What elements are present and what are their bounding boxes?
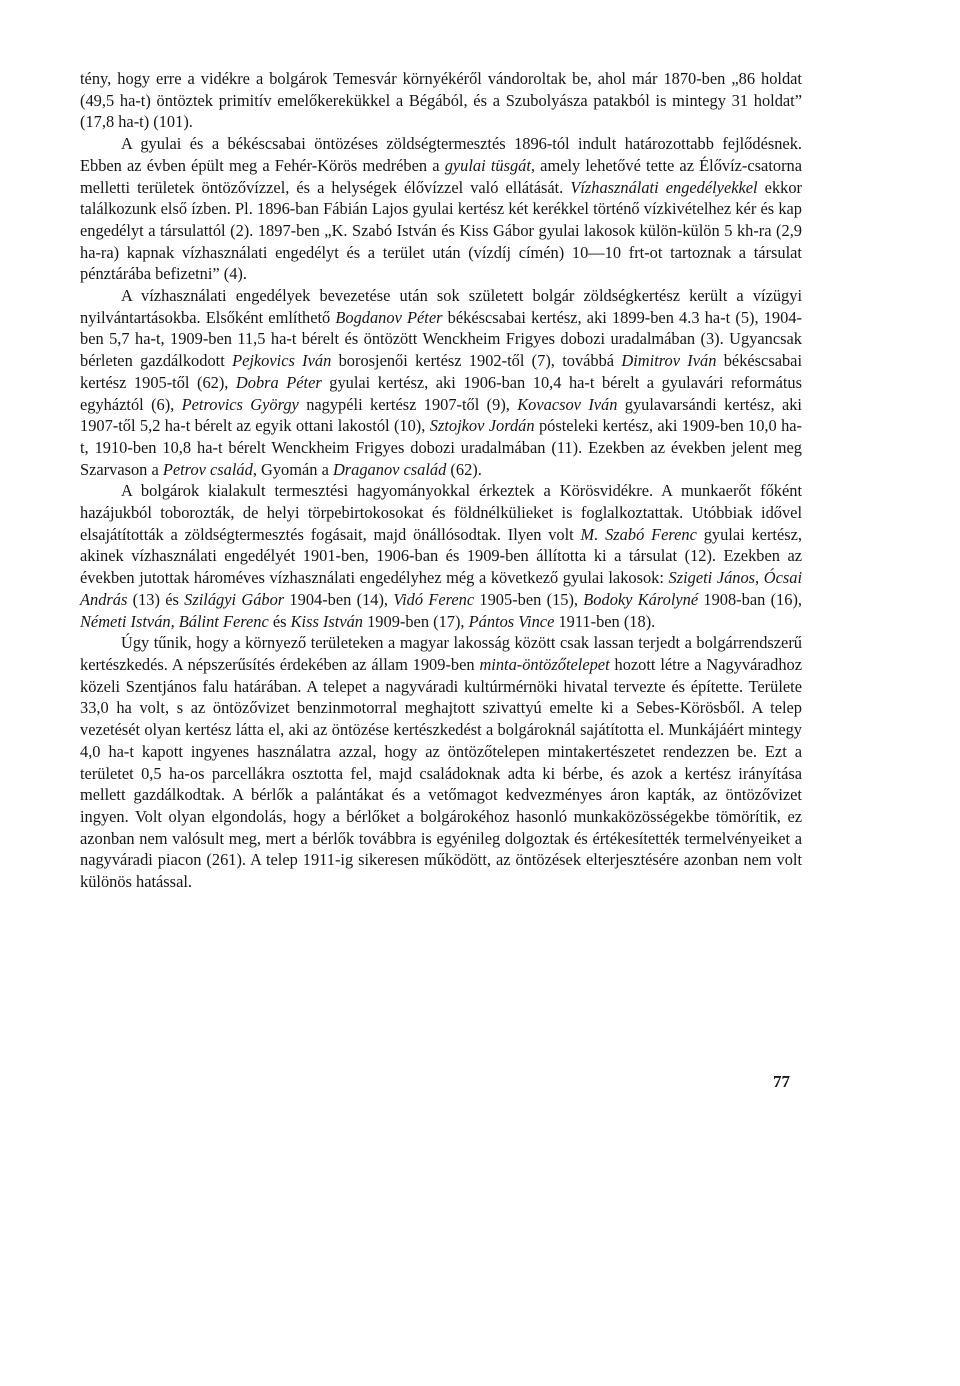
italic-name: M. Szabó Ferenc (580, 524, 697, 544)
text-run: A vízhasználati engedélyek bevezetése után sok született bolgár zöldségkertész került a vízügyi nyilvántartásokba. Elsőként említhető (80, 286, 802, 327)
italic-name: Dimitrov Iván (621, 351, 717, 371)
text-run: 1904-ben (14), (284, 589, 394, 609)
italic-name: Petrovics György (181, 394, 299, 414)
italic-name: Sztojkov Jordán (429, 416, 535, 436)
text-run: 1909-ben (17), (363, 611, 469, 631)
text-run: , amely lehetővé tette az Élővíz-csatorna melletti területek öntözővízzel, és a helységek élővízzel való ellátását. (80, 155, 802, 197)
italic-name: Dobra Péter (235, 372, 322, 392)
italic-name: Szilágyi Gábor (184, 589, 285, 609)
text-run: 1908-ban (16), (698, 589, 802, 609)
italic-name: Vízhasználati engedélyekkel (570, 177, 758, 197)
text-run: gyulavarsándi kertész, aki 1907-től 5,2 ha-t bérelt az egyik ottani lakostól (10), (80, 394, 802, 436)
paragraph (80, 68, 802, 133)
text-run: A gyulai és a békéscsabai öntözéses zöldségtermesztés 1896-tól indult határozottabb fejlődésnek. Ebben az évben épült meg a Fehér-Körös medrében a (80, 134, 802, 175)
text-run: borosjenői kertész 1902-től (7), továbbá (331, 351, 622, 371)
paragraph (80, 480, 802, 632)
page-number: 77 (773, 1072, 790, 1091)
text-run: gyulai kertész, aki 1906-ban 10,4 ha-t bérelt a gyulavári református egyháztól (6), (80, 372, 802, 414)
italic-name: Bogdanov Péter (335, 307, 443, 327)
italic-name: Bodoky Károlyné (583, 589, 699, 609)
italic-name: Pejkovics Iván (232, 351, 332, 371)
body-text (80, 68, 802, 893)
text-run: Úgy tűnik, hogy a környező területeken a magyar lakosság között csak lassan terjedt a bolgárrendszerű kertészkedés. A népszerűsítés érdekében az állam 1909-ben (80, 633, 802, 674)
italic-name: Szigeti János, Ócsai András (80, 568, 802, 609)
text-run: (62). (446, 459, 482, 479)
italic-name: Draganov család (332, 459, 447, 479)
italic-name: Németi István, Bálint Ferenc (80, 611, 269, 631)
text-run: békéscsabai kertész, aki 1899-ben 4.3 ha-t (5), 1904-ben 5,7 ha-t, 1909-ben 11,5 ha-t bérelt és öntözött Wenckheim Frigyes dobozi uradalmában (3). Ugyancsak bérleten gazdálkodott (80, 307, 802, 371)
text-run: (13) és (127, 589, 185, 609)
paragraph (80, 285, 802, 480)
italic-name: Vidó Ferenc (393, 589, 475, 609)
text-run: gyulai kertész, akinek vízhasználati engedélyét 1901-ben, 1906-ban és 1909-ben állította ki a társulat (12). Ezekben az években jutottak hároméves vízhasználati engedélyhez még a következő gyulai lakosok: (80, 524, 802, 588)
text-run: 1911-ben (18). (554, 611, 656, 631)
text-run: 1905-ben (15), (474, 589, 584, 609)
italic-name: minta-öntözőtelepet (479, 654, 610, 674)
italic-name: Petrov család (162, 459, 253, 479)
text-run: ekkor találkozunk első ízben. Pl. 1896-ban Fábián Lajos gyulai kertész két kerékkel történő vízkivételhez kér és kap engedélyt a társulattól (2). 1897-ben „K. Szabó István és Kiss Gábor gyulai lakosok külön-külön 5 kh-ra (2,9 ha-ra) kapnak vízhasználati engedélyt és a terület után (vízdíj címén) 10—10 frt-ot tartoznak a társulat pénztárába befizetni” (4). (80, 177, 802, 284)
text-run: tény, hogy erre a vidékre a bolgárok Temesvár környékéről vándoroltak be, ahol már 1870-ben „86 holdat (49,5 ha-t) öntöztek primitív emelőkerekükkel a Bégából, és a Szubolyásza patakból is mintegy 31 holdat” (17,8 ha-t) (101). (80, 69, 802, 132)
text-run: nagypéli kertész 1907-től (9), (298, 394, 518, 414)
italic-name: gyulai tüsgát (444, 155, 531, 175)
italic-name: Kovacsov Iván (517, 394, 618, 414)
text-run: hozott létre a Nagyváradhoz közeli Szentjános falu határában. A telepet a nagyváradi kultúrmérnöki hivatal tervezte és építette. Területe 33,0 ha volt, s az öntözővizet benzinmotorral meghajtott szivattyú emelte ki a Sebes-Körösből. A telep vezetését olyan kertész látta el, aki az öntözése kertészkedést a bolgároknál sajátította el. Munkájáért mintegy 4,0 ha-t kapott ingyenes használatra azzal, hogy az öntözőtelepen mintakertészetet rendezzen be. Ezt a területet 0,5 ha-os parcellákra osztotta fel, majd családoknak adta ki bérbe, és azok a kertész irányítása mellett gazdálkodtak. A bérlők a palántákat és a vetőmagot kedvezményes áron kapták, az öntözővizet ingyen. Volt olyan elgondolás, hogy a bérlőket a bolgárokéhoz hasonló munkaközösségekbe tömörítik, ez azonban nem valósult meg, mert a bérlők továbbra is egyénileg dolgoztak és értékesítették termelvényeiket a nagyváradi piacon (261). A telep 1911-ig sikeresen működött, az öntözések elterjesztésére azonban nem volt különös hatással. (80, 654, 802, 892)
italic-name: Kiss István (290, 611, 364, 631)
text-run: és (268, 611, 291, 631)
text-run: , Gyomán a (252, 459, 333, 479)
text-run: pósteleki kertész, aki 1909-ben 10,0 ha-t, 1910-ben 10,8 ha-t bérelt Wenckheim Frigyes dobozi uradalmában (11). Ezekben az években jelent meg Szarvason a (80, 416, 803, 479)
text-run: A bolgárok kialakult termesztési hagyományokkal érkeztek a Körösvidékre. A munkaerőt főként hazájukból toborozták, de helyi törpebirtokosokat és földnélkülieket is foglalkoztattak. Utóbbiak idővel elsajátították a zöldségtermesztés fogásait, majd önállósodtak. Ilyen volt (80, 481, 802, 544)
paragraph (80, 632, 802, 892)
text-run: békéscsabai kertész 1905-től (62), (80, 351, 803, 392)
italic-name: Pántos Vince (468, 611, 555, 631)
paragraph (80, 133, 802, 285)
